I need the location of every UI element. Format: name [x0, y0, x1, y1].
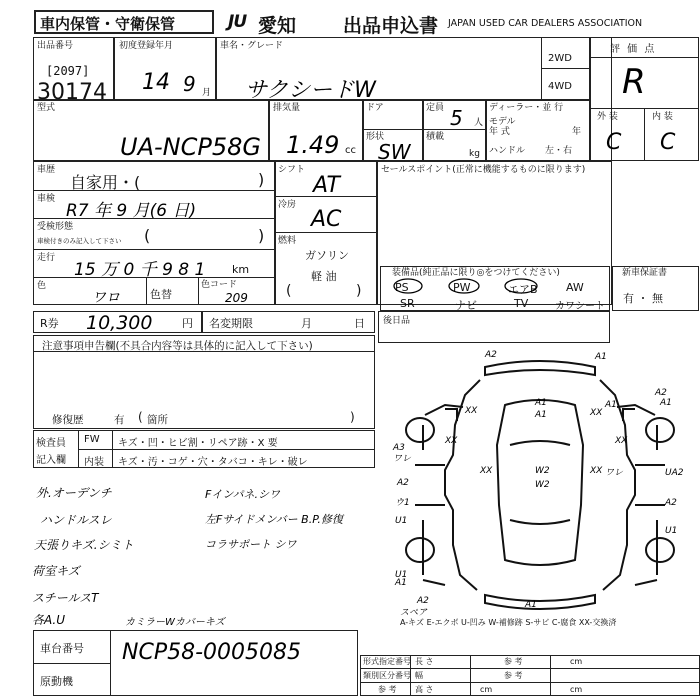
- lot-number: 30174: [37, 80, 107, 105]
- dim-height: 高 さ: [415, 685, 434, 694]
- association-name: JAPAN USED CAR DEALERS ASSOCIATION: [448, 18, 643, 29]
- delivery-close: ): [258, 226, 265, 245]
- car-damage-diagram: [385, 345, 695, 635]
- dealer-label: ディーラー・並 行: [489, 103, 564, 113]
- history-label: 車歴: [37, 165, 56, 175]
- capacity-unit: 人: [474, 118, 484, 128]
- equipment-tv: TV: [514, 297, 529, 310]
- color-label: 色: [37, 281, 47, 291]
- damage-mark: W2: [535, 480, 550, 490]
- note-line: スチールスT: [32, 591, 99, 605]
- repair-open: (: [138, 410, 143, 424]
- shape-label: 形状: [366, 132, 385, 142]
- note-line: ハンドルスレ: [40, 513, 112, 527]
- repair-value: 有: [114, 414, 125, 426]
- mileage-label: 走行: [37, 253, 56, 263]
- registration-month-unit: 月: [202, 88, 212, 98]
- evaluation-label: 評 価 点: [610, 44, 657, 55]
- inspection-label: 車検: [37, 194, 56, 204]
- damage-mark: A1: [595, 352, 607, 362]
- equipment-navi: ナビ: [455, 299, 477, 312]
- damage-mark: A3: [393, 443, 405, 453]
- dim-unit-2: cm: [570, 657, 583, 666]
- history-close: ): [258, 170, 265, 189]
- equipment-circles: [388, 277, 548, 297]
- equipment-airbag: エアB: [508, 283, 538, 296]
- color-code-label: 色コード: [201, 280, 238, 290]
- fuel-open: (: [286, 283, 292, 299]
- damage-mark: A1: [525, 600, 537, 610]
- damage-mark: XX: [590, 466, 603, 476]
- inspection-value: R7 年 9 月(6 日): [66, 201, 197, 221]
- dim-unit-3: cm: [570, 685, 583, 694]
- delivery-note: 車検付きのみ記入して下さい: [37, 237, 122, 245]
- ju-logo: JU: [228, 12, 247, 32]
- mileage-unit: km: [232, 263, 250, 276]
- dim-ref-1: 参 考: [504, 657, 523, 666]
- damage-mark: ワレ: [605, 468, 624, 478]
- chassis-number: NCP58-0005085: [122, 640, 301, 665]
- dim-width: 幅: [415, 671, 423, 680]
- post-date-label: 後日品: [383, 316, 411, 326]
- damage-mark: U1: [665, 526, 678, 536]
- equipment-label: 装備品(純正品に限り◎をつけてください): [392, 268, 560, 278]
- notes-label: 注意事項申告欄(不具合内容等は具体的に記入して下さい): [42, 340, 313, 352]
- fuel-gasoline: ガソリン: [305, 249, 349, 262]
- aircon-value: AC: [311, 207, 342, 232]
- shift-value: AT: [313, 173, 340, 198]
- dim-unit-1: cm: [480, 685, 493, 694]
- dim-ref-2: 参 考: [504, 671, 523, 680]
- damage-mark: ワレ: [393, 454, 412, 464]
- fuel-close: ): [356, 283, 362, 299]
- model-name-label: 車名・グレード: [220, 41, 284, 51]
- note-line: 天張りキズ.シミト: [34, 538, 134, 552]
- damage-mark: A1: [535, 398, 547, 408]
- dim-label1: 形式指定番号: [363, 657, 411, 666]
- damage-mark: A2: [665, 498, 677, 508]
- repair-close: ): [350, 410, 355, 424]
- damage-mark: XX: [590, 408, 603, 418]
- damage-mark: XX: [465, 406, 478, 416]
- handle-options: 左・右: [545, 146, 573, 156]
- recycle-unit: 円: [182, 317, 193, 330]
- damage-mark: W2: [535, 466, 550, 476]
- note-line: 各A.U: [32, 613, 66, 627]
- warranty-value: 有 ・ 無: [623, 292, 663, 305]
- displacement-label: 排気量: [273, 103, 301, 113]
- history-value: 自家用・(: [70, 173, 141, 192]
- model-year-label2: 年 式: [489, 127, 510, 137]
- sales-point-label: セールスポイント(正常に機能するものに限ります): [381, 165, 586, 175]
- inspector-row2-cat: 内装: [84, 457, 104, 468]
- load-label: 積載: [426, 132, 445, 142]
- inspector-label2: 記入欄: [36, 455, 66, 466]
- drive-2wd: 2WD: [548, 53, 572, 64]
- damage-mark: ウ1: [395, 498, 410, 508]
- equipment-sr: SR: [400, 297, 415, 310]
- lot-label: 出品番号: [37, 41, 74, 51]
- equipment-aw: AW: [566, 281, 584, 294]
- model-code-value: UA-NCP58G: [120, 133, 261, 161]
- dim-ref: 参 考: [378, 685, 397, 694]
- interior-label: 内 装: [652, 112, 673, 122]
- drive-4wd: 4WD: [548, 81, 572, 92]
- org-name: 愛知: [258, 15, 297, 37]
- registration-label: 初度登録年月: [119, 41, 174, 51]
- equipment-seat: カワシート: [555, 301, 605, 312]
- model-code-label: 型式: [37, 103, 56, 113]
- color-code: 209: [225, 291, 248, 305]
- color-change-label: 色替: [150, 288, 172, 301]
- fuel-diesel: 軽 油: [311, 270, 337, 283]
- shape-value: SW: [378, 140, 411, 164]
- equipment-ps: PS: [395, 281, 409, 294]
- shift-label: シフト: [278, 165, 306, 175]
- engine-label: 原動機: [40, 675, 73, 688]
- repair-place: 箇所: [147, 414, 168, 426]
- evaluation-score: R: [622, 62, 646, 102]
- damage-mark: A2: [417, 596, 429, 606]
- displacement-unit: cc: [345, 145, 356, 156]
- delivery-label: 受検形態: [37, 222, 74, 232]
- name-change-label: 名変期限: [209, 317, 253, 330]
- damage-mark: A2: [485, 350, 497, 360]
- note-line: 荷室キズ: [32, 564, 80, 578]
- damage-mark: A1: [605, 400, 617, 410]
- damage-mark: A1: [395, 578, 407, 588]
- dim-label2: 類別区分番号: [363, 671, 411, 680]
- inspector-row2-items: キズ・汚・コゲ・穴・タバコ・キレ・破レ: [118, 457, 308, 468]
- model-year-label1: モデル: [489, 117, 516, 127]
- color-value: ワロ: [92, 290, 120, 306]
- damage-mark: U1: [395, 516, 408, 526]
- storage-title: 車内保管・守衛保管: [40, 15, 176, 33]
- warranty-label: 新車保証書: [622, 268, 668, 278]
- dimensions-box: [360, 655, 700, 696]
- recycle-label: R券: [40, 317, 59, 330]
- displacement-value: 1.49: [286, 131, 340, 159]
- name-change-month: 月: [301, 317, 312, 330]
- note-line: Fインパネ.シワ: [205, 488, 281, 501]
- recycle-row: [33, 311, 375, 333]
- note-line: カミラーWカバーキズ: [125, 617, 225, 628]
- inspector-label1: 検査員: [36, 438, 66, 449]
- exterior-grade: C: [606, 130, 622, 155]
- capacity-label: 定員: [426, 103, 445, 113]
- lot-sub-number: [2097]: [46, 64, 90, 78]
- capacity-value: 5: [450, 106, 463, 130]
- damage-mark: XX: [615, 436, 628, 446]
- recycle-value: 10,300: [86, 312, 153, 334]
- name-change-day: 日: [354, 317, 365, 330]
- door-label: ドア: [366, 103, 384, 113]
- aircon-label: 冷房: [278, 200, 297, 210]
- delivery-open: (: [144, 226, 151, 245]
- equipment-pw: PW: [453, 281, 471, 294]
- repair-label: 修復歴: [52, 414, 84, 426]
- model-year-unit: 年: [572, 127, 582, 137]
- mileage-value: 15 万 0 千 9 8 1: [74, 260, 206, 280]
- handle-label: ハンドル: [489, 146, 526, 156]
- interior-grade: C: [660, 130, 676, 155]
- registration-month: 9: [183, 72, 196, 96]
- damage-mark: A1: [660, 398, 672, 408]
- sheet-title: 出品申込書: [343, 15, 439, 37]
- inspector-row1-cat: FW: [84, 434, 100, 445]
- damage-mark: A1: [535, 410, 547, 420]
- damage-legend: A-キズ E-エクボ U-凹み W-補修跡 S-サビ C-腐食 XX-交換済: [400, 618, 617, 627]
- damage-mark: A2: [397, 478, 409, 488]
- exterior-label: 外 装: [597, 112, 618, 122]
- dim-length: 長 さ: [415, 657, 434, 666]
- note-line: コラサポート シワ: [205, 538, 297, 551]
- damage-mark: XX: [480, 466, 493, 476]
- damage-mark: XX: [445, 436, 458, 446]
- damage-mark: A2: [655, 388, 667, 398]
- inspector-row1-items: キズ・凹・ヒビ割・リペア跡・X 要: [118, 438, 278, 449]
- post-date-box: [378, 311, 610, 343]
- model-name-value: サクシードW: [245, 78, 376, 103]
- damage-mark: UA2: [665, 468, 684, 478]
- chassis-label: 車台番号: [40, 642, 84, 655]
- note-line: 左Fサイドメンバー B.P.修復: [205, 513, 343, 526]
- load-unit: kg: [469, 149, 480, 159]
- note-line: 外.オーデンチ: [36, 486, 112, 500]
- damage-mark: スペア: [400, 608, 428, 618]
- damage-mark: U1: [395, 570, 408, 580]
- fuel-label: 燃料: [278, 236, 297, 246]
- registration-year: 14: [142, 70, 170, 95]
